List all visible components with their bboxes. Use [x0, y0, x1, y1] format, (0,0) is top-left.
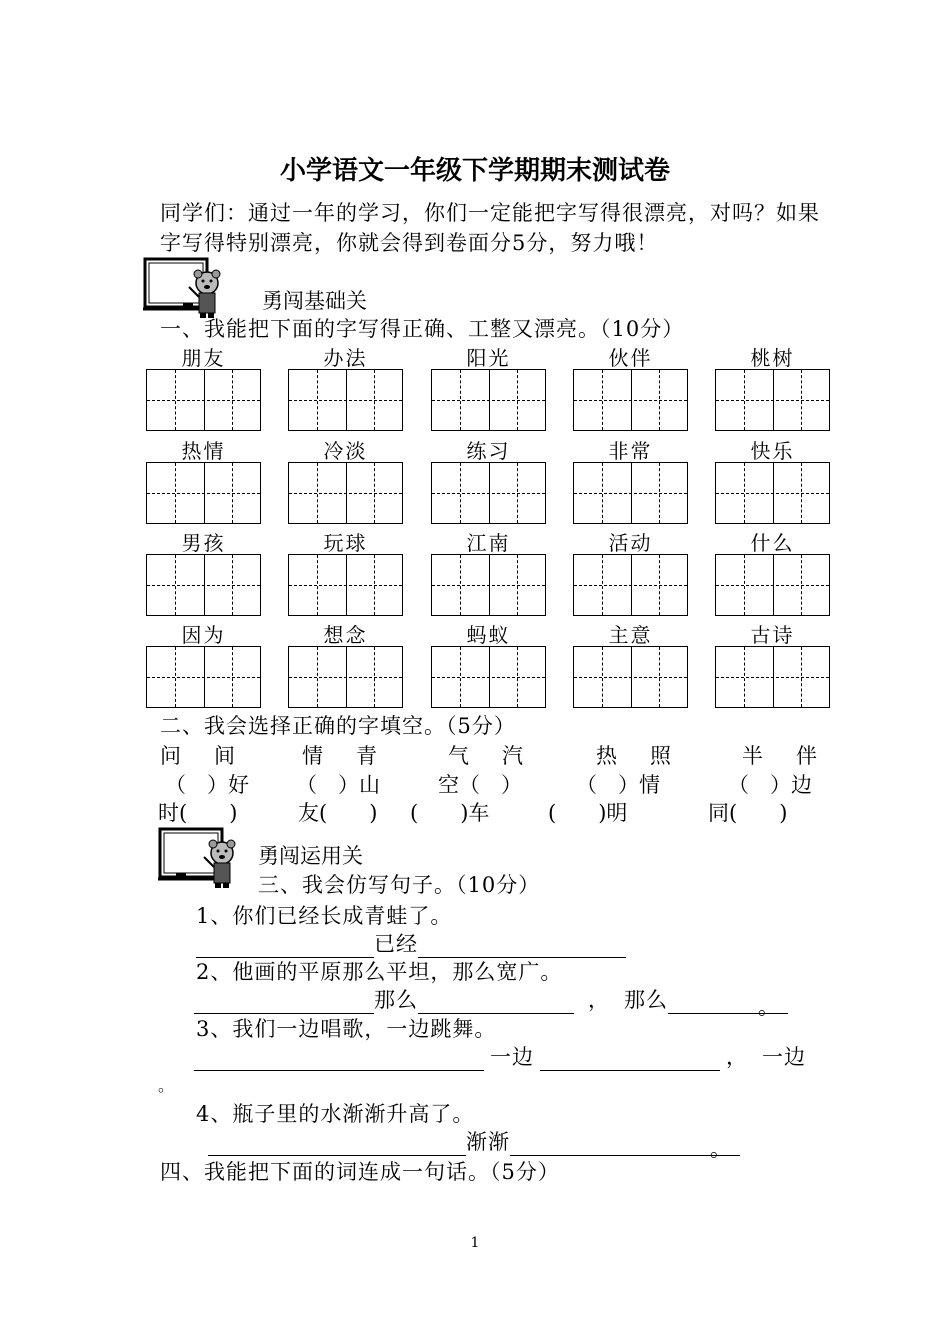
page-title: 小学语文一年级下学期期末测试卷	[279, 156, 670, 186]
writing-grid[interactable]	[573, 462, 688, 524]
question-3: 三、我会仿写句子。（10分）	[258, 873, 541, 897]
writing-grid[interactable]	[146, 462, 261, 524]
fill-item[interactable]: （ ）边	[728, 773, 812, 797]
comma: ，	[726, 1045, 748, 1069]
sentence-2: 2、他画的平原那么平坦，那么宽广。	[196, 960, 563, 984]
blank[interactable]	[194, 1048, 484, 1071]
writing-grid[interactable]	[573, 554, 688, 616]
writing-grid[interactable]	[715, 646, 830, 708]
writing-grid[interactable]	[431, 554, 546, 616]
keyword: 一边	[490, 1045, 534, 1069]
fill-item[interactable]: ( )车	[410, 801, 490, 825]
fill-item[interactable]: 友( )	[298, 801, 378, 825]
page-number: 1	[470, 1235, 480, 1251]
word-label: 古诗	[750, 623, 795, 647]
sentence-3: 3、我们一边唱歌，一边跳舞。	[196, 1017, 497, 1041]
sentence-1: 1、你们已经长成青蛙了。	[196, 904, 453, 928]
fill-item[interactable]: 同( )	[708, 801, 788, 825]
period: 。	[158, 1076, 176, 1095]
blank[interactable]	[540, 1048, 720, 1071]
writing-grid[interactable]	[288, 646, 403, 708]
word-label: 桃树	[750, 346, 795, 370]
writing-grid[interactable]	[715, 462, 830, 524]
fill-item[interactable]: ( )明	[548, 801, 628, 825]
fill-item[interactable]: （ ）好	[165, 773, 249, 797]
teacher-bear-icon	[143, 257, 225, 319]
blank[interactable]	[668, 991, 788, 1019]
char-pair: 半 伴	[742, 744, 823, 768]
char-pair: 热 照	[596, 744, 677, 768]
keyword: 已经	[374, 932, 418, 956]
intro-text: 同学们：通过一年的学习，你们一定能把字写得很漂亮，对吗？如果字写得特别漂亮，你就会得到卷面分5分，努力哦！	[160, 201, 820, 255]
teacher-bear-icon	[158, 827, 240, 889]
word-label: 伙伴	[608, 346, 653, 370]
question-1: 一、我能把下面的字写得正确、工整又漂亮。（10分）	[160, 317, 685, 341]
word-label: 热情	[181, 439, 226, 463]
word-label: 活动	[608, 531, 653, 555]
period: 。	[710, 1137, 732, 1161]
writing-grid[interactable]	[146, 646, 261, 708]
writing-grid[interactable]	[146, 554, 261, 616]
word-label: 阳光	[466, 346, 511, 370]
word-label: 玩球	[323, 531, 368, 555]
keyword: 一边	[762, 1045, 806, 1069]
writing-grid[interactable]	[288, 369, 403, 431]
blank[interactable]	[418, 935, 626, 958]
word-label: 办法	[323, 346, 368, 370]
word-label: 蚂蚁	[466, 623, 511, 647]
fill-item[interactable]: 时( )	[158, 801, 238, 825]
char-pair: 气 汽	[448, 744, 529, 768]
writing-grid[interactable]	[573, 369, 688, 431]
period: 。	[758, 995, 780, 1019]
blank[interactable]	[194, 991, 374, 1014]
word-label: 冷淡	[323, 439, 368, 463]
answer-line-1	[196, 928, 626, 958]
word-label: 练习	[466, 439, 511, 463]
sentence-4: 4、瓶子里的水渐渐升高了。	[196, 1102, 475, 1126]
char-pair: 情 青	[302, 744, 383, 768]
fill-item[interactable]: （ ）山	[296, 773, 380, 797]
section-heading-usage: 勇闯运用关	[258, 844, 363, 868]
question-4: 四、我能把下面的词连成一句话。（5分）	[160, 1160, 560, 1184]
writing-grid[interactable]	[288, 462, 403, 524]
keyword: 渐渐	[466, 1130, 510, 1154]
word-label: 非常	[608, 439, 653, 463]
writing-grid[interactable]	[431, 646, 546, 708]
word-label: 什么	[750, 531, 795, 555]
blank[interactable]	[418, 991, 574, 1014]
fill-item[interactable]: （ ）情	[576, 773, 660, 797]
fill-item[interactable]: 空（ ）	[438, 773, 522, 797]
writing-grid[interactable]	[146, 369, 261, 431]
writing-grid[interactable]	[431, 369, 546, 431]
blank[interactable]	[208, 1133, 466, 1156]
char-pair: 问 间	[160, 744, 241, 768]
answer-line-4	[208, 1126, 740, 1161]
blank[interactable]	[510, 1133, 740, 1161]
word-label: 朋友	[181, 346, 226, 370]
question-2: 二、我会选择正确的字填空。（5分）	[160, 714, 516, 738]
writing-grid[interactable]	[288, 554, 403, 616]
word-label: 主意	[608, 623, 653, 647]
blank[interactable]	[196, 935, 374, 958]
writing-grid[interactable]	[431, 462, 546, 524]
comma: ，	[588, 988, 610, 1012]
section-heading-basic: 勇闯基础关	[262, 289, 367, 313]
answer-line-3	[194, 1041, 806, 1071]
word-label: 因为	[181, 623, 226, 647]
word-label: 江南	[466, 531, 511, 555]
keyword: 那么	[374, 988, 418, 1012]
writing-grid[interactable]	[715, 369, 830, 431]
writing-grid[interactable]	[573, 646, 688, 708]
answer-line-2	[194, 984, 788, 1019]
keyword: 那么	[624, 988, 668, 1012]
word-label: 男孩	[181, 531, 226, 555]
word-label: 快乐	[750, 439, 795, 463]
writing-grid[interactable]	[715, 554, 830, 616]
word-label: 想念	[323, 623, 368, 647]
